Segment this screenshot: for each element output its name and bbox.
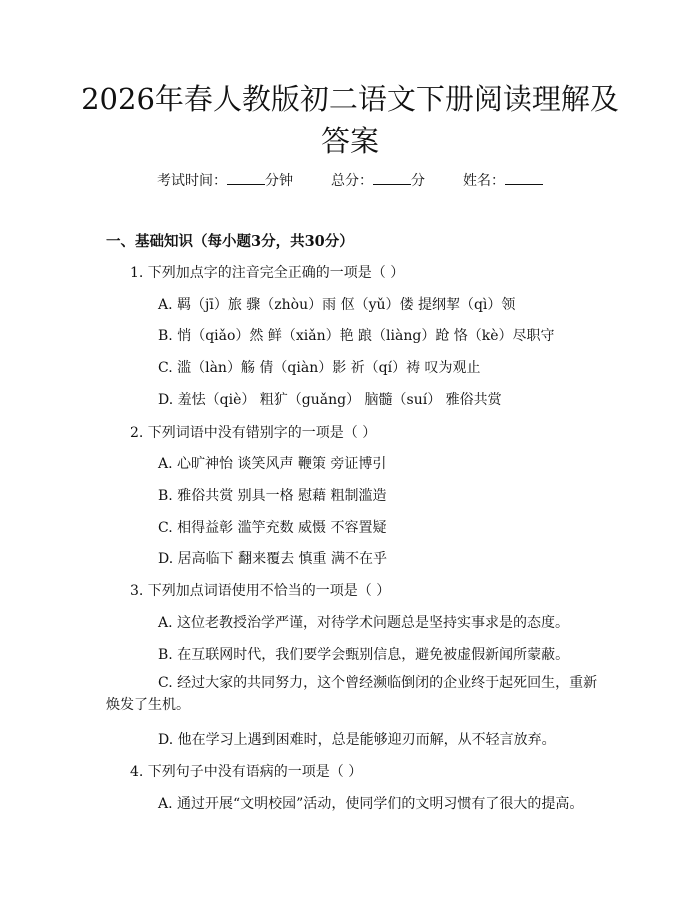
q3-option-c: C. 经过大家的共同努力，这个曾经濒临倒闭的企业终于起死回生，重新焕发了生机。 (106, 675, 598, 713)
q3-option-d: D. 他在学习上遇到困难时，总是能够迎刃而解，从不轻言放弃。 (158, 732, 556, 748)
score-blank[interactable] (373, 170, 411, 185)
q1-option-c: C. 滥（làn）觞 倩（qiàn）影 祈（qí）祷 叹为观止 (158, 360, 481, 376)
section-heading: 一、基础知识（每小题3分，共30分） (106, 233, 354, 250)
question-4: 4. 下列句子中没有语病的一项是（ ） (130, 764, 363, 780)
name-blank[interactable] (505, 170, 543, 185)
q1-option-a: A. 羁（jī）旅 骤（zhòu）雨 伛（yǔ）偻 提纲挈（qì）领 (158, 297, 516, 313)
score-field: 总分： 分 (331, 170, 425, 190)
q1-option-d: D. 羞怯（qiè） 粗犷（guǎng） 脑髓（suí） 雅俗共赏 (158, 392, 502, 408)
q4-option-a: A. 通过开展“文明校园”活动，使同学们的文明习惯有了很大的提高。 (158, 796, 584, 812)
q2-option-a: A. 心旷神怡 谈笑风声 鞭策 旁证博引 (158, 456, 387, 472)
q2-option-b: B. 雅俗共赏 别具一格 慰藉 粗制滥造 (158, 488, 387, 504)
q3-option-b: B. 在互联网时代，我们要学会甄别信息，避免被虚假新闻所蒙蔽。 (158, 647, 570, 663)
time-blank[interactable] (227, 170, 265, 185)
q2-option-d: D. 居高临下 翻来覆去 慎重 满不在乎 (158, 551, 387, 567)
exam-meta (0, 170, 700, 190)
name-field: 姓名： (463, 170, 543, 190)
page-title: 2026年春人教版初二语文下册阅读理解及答案 (81, 82, 619, 158)
q2-option-c: C. 相得益彰 滥竽充数 威慑 不容置疑 (158, 520, 387, 536)
q3-option-a: A. 这位老教授治学严谨，对待学术问题总是坚持实事求是的态度。 (158, 615, 570, 631)
question-1: 1. 下列加点字的注音完全正确的一项是（ ） (130, 265, 405, 281)
time-field: 考试时间： 分钟 (157, 170, 293, 190)
question-3: 3. 下列加点词语使用不恰当的一项是（ ） (130, 583, 391, 599)
q1-option-b: B. 悄（qiǎo）然 鲜（xiǎn）艳 踉（liàng）跄 恪（kè）尽职守 (158, 328, 555, 344)
question-2: 2. 下列词语中没有错别字的一项是（ ） (130, 425, 377, 441)
